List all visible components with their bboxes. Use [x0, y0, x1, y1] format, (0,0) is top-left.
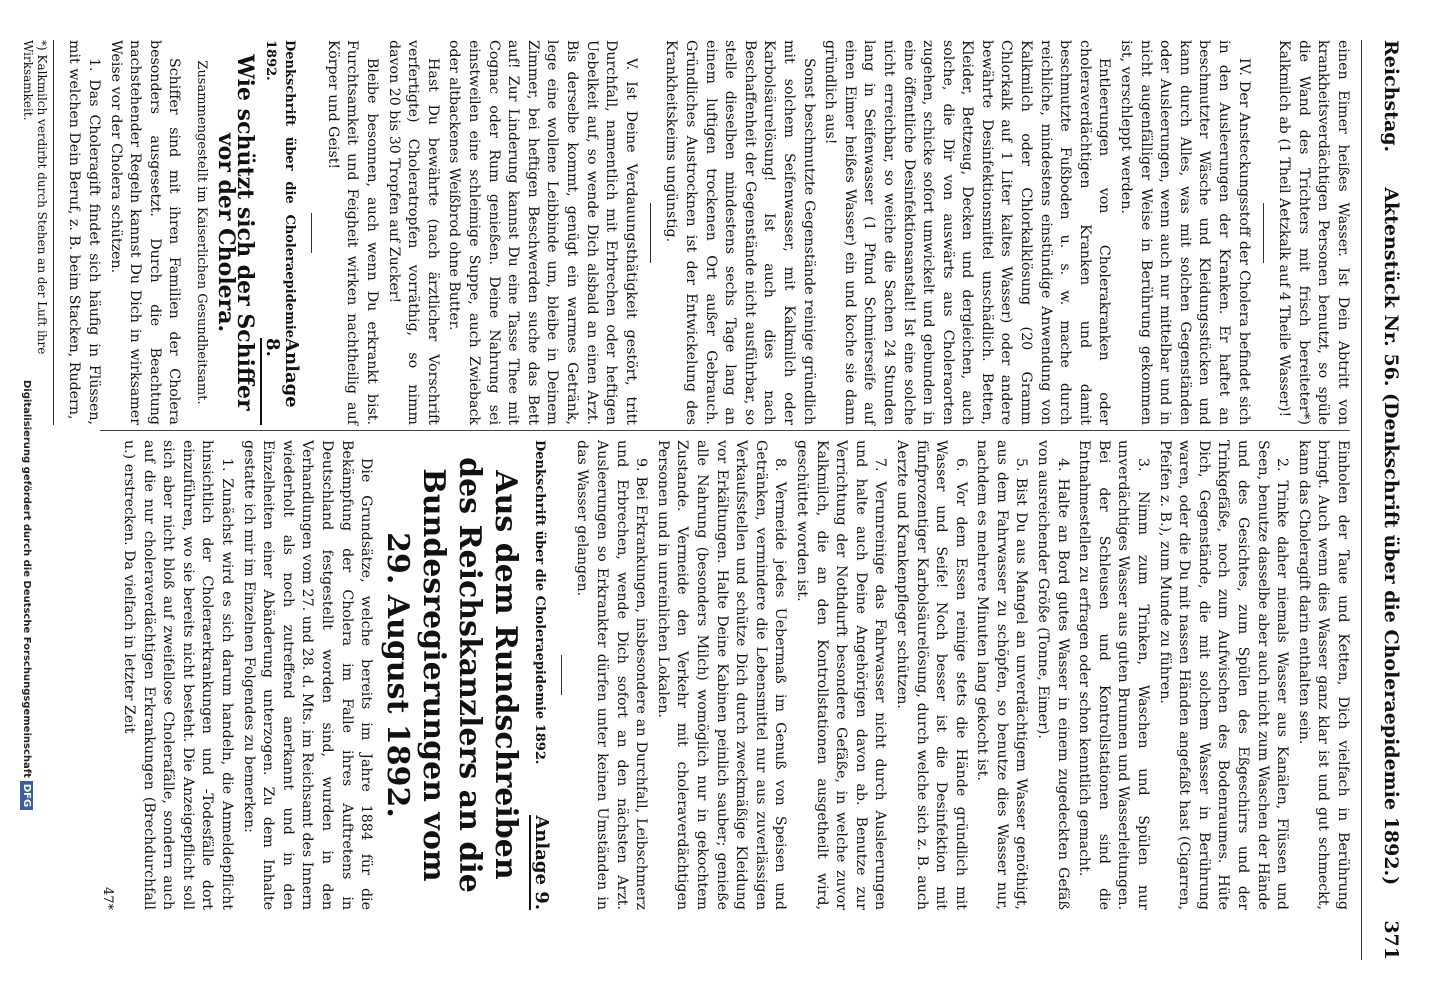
- running-title: Denkschrift über die Choleraepidemie 1892.: [531, 440, 547, 765]
- header-middle: Aktenstück Nr. 56. (Denkschrift über die Choleraepidemie 1892.): [1380, 187, 1402, 886]
- section-subtitle: Zusammengestellt im Kaiserlichen Gesundheitsamt.: [193, 60, 209, 405]
- paragraph: 2. Trinke daher niemals Wasser aus Kanälen, Flüssen und Seen, benutze dasselbe aber auch nicht zum Waschen der Hände und des Gesichtes, zum Spülen des Eßgeschirrs und der Trinkgefäße, noch zum Aufwischen des Bodenraumes. Hüte Dich, Gegenstände, die mit solchem Wasser in Berührung waren, oder die Du mit nassen Händen angefaßt hast (Cigarren, Pfeifen z. B.), zum Munde zu führen.: [1156, 440, 1291, 910]
- paragraph: 9. Bei Erkrankungen, insbesondere an Durchfall, Leibschmerz und Erbrechen, wende Dich sofort an den nächsten Arzt. Ausleerungen so Erkrankter dürfen unter keinen Umständen in das Wasser gelangen.: [574, 440, 650, 910]
- dfg-logo: DFG: [20, 781, 33, 810]
- paragraph: 5. Bist Du aus Mangel an unverdächtigem Wasser genöthigt, aus dem Fahrwasser zu schöpfen, so benutze dies Wasser nur, nachdem es mehrere Minuten lang gekocht ist.: [974, 440, 1030, 910]
- paragraph: V. Ist Deine Verdauungsthätigkeit gestört, tritt Durchfall, namentlich mit Erbrechen oder heftigen Uebelkeit auf, so wende Dich alsbald an einen Arzt. Bis derselbe kommt, genügt ein warmes Getränk, lege eine wollene Leibbinde um, bleibe in Deinem Zimmer, bei heftigen Beschwerden suche das Bett auf! Zur Linderung kannst Du eine Tasse Thee mit Cognac oder Rum genießen. Deine Nahrung sei einstweilen eine schleimige Suppe, auch Zwieback oder altbackenes Weißbrod ohne Butter.: [446, 40, 639, 425]
- running-title: Denkschrift über die Choleraepidemie 1892.: [262, 40, 298, 339]
- paragraph: Entleerungen von Cholerakranken oder choleraverdächtigen Kranken und damit beschmutzte Fußboden u. s. w. mache durch reichliche, mindestens einstündige Anwendung von Kalkmilch oder Chlorkalklösung (20 Gramm Chlorkalk auf 1 Liter kaltes Wasser) oder andere bewährte Desinfektionsmittel unschädlich. Betten, Kleider, Bettzeug, Decken und dergleichen, auch solche, die Dir von auswärts aus Choleraorten zugehen, schicke sofort umwickelt und gebunden in eine öffentliche Desinfektionsanstalt! Ist eine solche nicht erreichbar, so weiche die Sachen 24 Stunden lang in Seifenwasser (1 Pfund Schmierseife auf einen Eimer heißes Wasser) ein und koche sie dann gründlich aus!: [822, 40, 1113, 425]
- paragraph: Sonst beschmutzte Gegenstände reinige gründlich mit solchem Seifenwasser, mit Kalkmilch oder Karbolsäurelösung! Ist auch dies nach Beschaffenheit der Gegenstände nicht ausführbar, so stelle dieselben mindestens sechs Tage lang an einem luftigen trockenen Ort außer Gebrauch. Gründliches Austrocknen ist der Entwickelung des Krankheitskeims ungünstig.: [663, 40, 817, 425]
- section-title: Wie schützt sich der Schiffer vor der Cholera.: [212, 54, 259, 411]
- paragraph: Die Grundsätze, welche bereits im Jahre 1884 für die Bekämpfung der Cholera im Falle ihres Auftretens in Deutschland festgestellt worden sind, wurden in den Verhandlungen vom 27. und 28. d. Mts. im Reichsamt des Innern wiederholt als noch zutreffend anerkannt und in den Einzelheiten einer Abänderung unterzogen. Zu dem Inhalte gestatte ich mir im Einzelnen Folgendes zu bemerken:: [240, 440, 375, 910]
- credit-line: [21, 380, 32, 810]
- paragraph: Einholen der Taue und Ketten, Dich vielfach in Berührung bringt. Auch wenn dies Wasser ganz klar ist und gut schmeckt, kann das Choleragift darin enthalten sein.: [1295, 440, 1351, 910]
- paragraph: 1. Das Choleragift findet sich häufig in Flüssen, mit welchen Dein Beruf, z. B. beim Stacken, Rudern,: [66, 40, 102, 425]
- paragraph: Schiffer sind mit ihren Familien der Cholera besonders ausgesetzt. Durch die Beachtung nachstehender Regeln kannst Du Dich in wirksamer Weise vor der Cholera schützen.: [107, 40, 183, 425]
- appendix-label: Anlage 9.: [530, 815, 552, 910]
- paragraph: einen Eimer heißes Wasser. Ist Dein Abtritt von krankheitsverdächtigen Personen benutzt, so spüle die Wand des Trichters mit frisch bereiteter*) Kalkmilch ab (1 Theil Aetzkalk auf 4 Theile Wasser)!: [1276, 40, 1351, 425]
- paragraph: Bleibe besonnen, auch wenn Du erkrankt bist. Furchtsamkeit und Feigheit wirken nachtheilig auf Körper und Geist!: [324, 40, 381, 425]
- paragraph: IV. Der Ansteckungsstoff der Cholera befindet sich in den Ausleerungen der Kranken. Er haftet an beschmutzter Wäsche und Kleidungsstücken und kann durch Alles, was mit solchen Gegenständen oder Ausleerungen, wenn auch nur mittelbar und in nicht augenfälliger Weise in Berührung gekommen ist, verschleppt werden.: [1118, 40, 1252, 425]
- page-number: 371: [1380, 920, 1402, 960]
- footnote: *) Kalkmilch verdirbt durch Stehen an der Luft ihre Wirksamkeit.: [21, 40, 54, 425]
- paragraph: 3. Nimm zum Trinken, Waschen und Spülen nur unverdächtiges Wasser aus guten Brunnen und Wasserleitungen. Bei der Schleusen und Kontrollstationen sind die Entnahmestellen zu erfragen oder schon kenntlich gemacht.: [1076, 440, 1152, 910]
- paragraph: 8. Vermeide jedes Uebermaß im Genuß von Speisen und Getränken, vermindere die Lebensmittel nur aus zuverlässigen Verkaufsstellen und schütze Dich durch zweckmäßige Kleidung vor Erkältungen. Halte Deine Kabinen peinlich sauber; genieße alle Nahrung (besonders Milch) womöglich nur in gekochtem Zustande. Vermeide den Verkehr mit choleraverdächtigen Personen und in unreinlichen Lokalen.: [654, 440, 789, 910]
- signature-mark: 47*: [99, 886, 115, 910]
- paragraph: 1. Zunächst wird es sich darum handeln, die Anmeldepflicht hinsichtlich der Cholerаerkrankungen und -Todesfälle dort einzuführen, wo sie bereits nicht besteht. Die Anzeigepflicht soll sich aber nicht bloß auf zweifellose Cholerafälle, sondern auch auf die nur choleraverdächtigen Erkrankungen (Brechdurchfall u.) erstrecken. Da vielfach in letzter Zeit: [121, 440, 236, 910]
- header-left: Reichstag.: [1380, 40, 1402, 153]
- credit-text: Digitalisierung gefördert durch die Deutsche Forschungsgemeinschaft: [21, 380, 32, 778]
- paragraph: Hast Du bewährte (nach ärztlicher Vorschrift verfertigte) Choleratropfen vorräthig, so nimm davon 20 bis 30 Tropfen auf Zucker!: [385, 40, 441, 425]
- paragraph: 7. Verunreinige das Fahrwasser nicht durch Ausleerungen und halte auch Deine Angehörigen davon ab. Benutze zur Verrichtung der Nothdurft besondere Gefäße, in welche zuvor Kalkmilch, die an den Kontrollstationen ausgetheilt wird, geschüttet worden ist.: [793, 440, 889, 910]
- section-title: Aus dem Rundschreiben des Reichskanzlers an die Bundesregierungen vom 29. August 1892.: [380, 457, 524, 893]
- appendix-label: Anlage 8.: [260, 338, 301, 425]
- paragraph: 6. Vor dem Essen reinige stets die Hände gründlich mit Wasser und Seife! Noch besser ist die Desinfektion mit fünfprozentiger Karbolsäurelösung, durch welche sich z. B. auch Aerzte und Krankenpfleger schützen.: [893, 440, 969, 910]
- paragraph: 4. Halte an Bord gutes Wasser in einem zugedeckten Gefäß von ausreichender Größe (Tonne, Eimer).: [1035, 440, 1071, 910]
